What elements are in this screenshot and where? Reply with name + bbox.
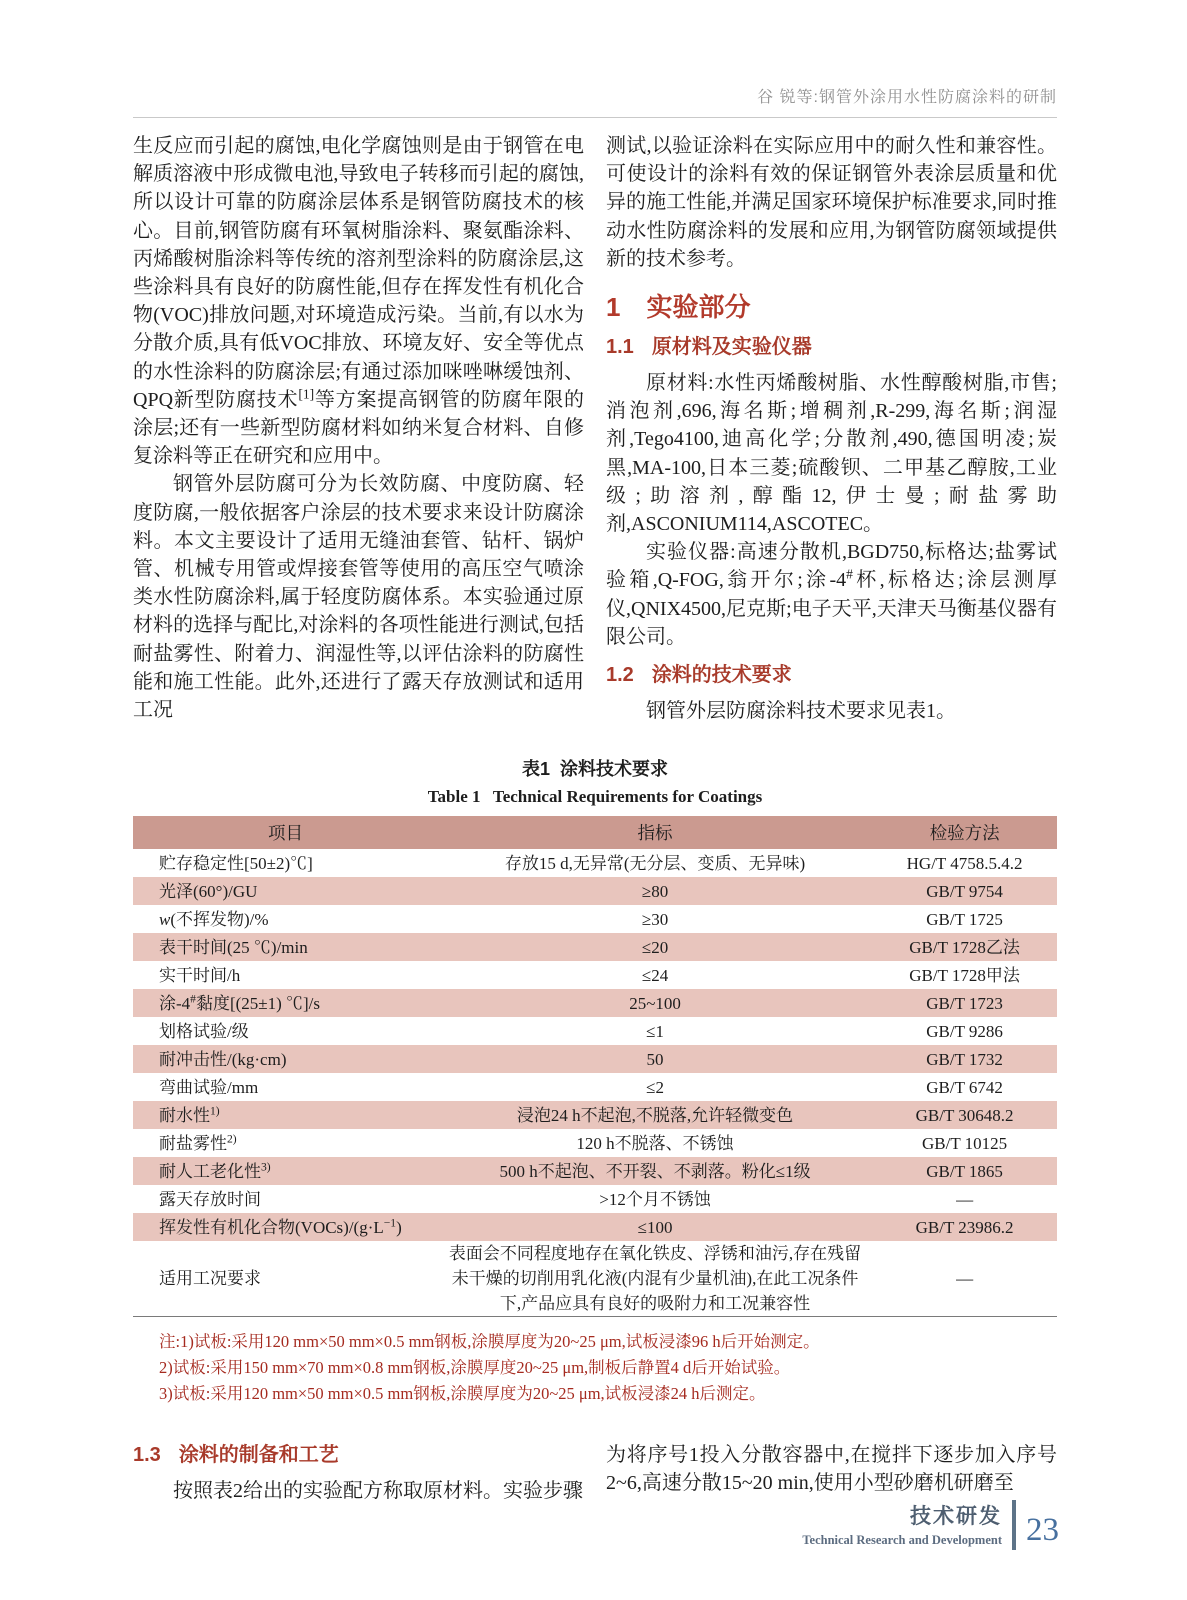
table-caption-en: Table 1 Technical Requirements for Coatings — [427, 787, 763, 807]
table-cell-method: GB/T 9754 — [926, 881, 1003, 901]
requirements-table — [133, 816, 1057, 1317]
paragraph-corrosion-intro: 生反应而引起的腐蚀,电化学腐蚀则是由于钢管在电解质溶液中形成微电池,导致电子转移而引起的腐蚀,所以设计可靠的防腐涂层体系是钢管防腐技术的核心。目前,钢管防腐有环氧树脂涂料、聚氨酯涂料、丙烯酸树脂涂料等传统的溶剂型涂料的防腐涂层,这些涂料具有良好的防腐性能,但存在挥发性有机化合物(VOC)排放问题,对环境造成污染。当前,有以水为分散介质,具有低VOC排放、环境友好、安全等优点的水性涂料的防腐涂层;有通过添加咪唑啉缓蚀剂、QPQ新型防腐技术[1]等方案提高钢管的防腐年限的涂层;还有一些新型防腐材料如纳米复合材料、自修复涂料等正在研究和应用中。 — [133, 135, 585, 468]
table-cell-value: ≤24 — [641, 965, 669, 985]
table-row — [133, 877, 1057, 905]
table-cell-item: 实干时间/h — [159, 965, 241, 985]
table-row — [133, 989, 1057, 1017]
left-column — [133, 132, 584, 725]
table-cell-item: 表干时间(25 ℃)/min — [159, 937, 308, 957]
table-note-3: 3)试板:采用120 mm×50 mm×0.5 mm钢板,涂膜厚度为20~25 μm,试板浸漆24 h后测定。 — [159, 1384, 766, 1404]
table-cell-item: 耐人工老化性$^{3)}$ — [159, 1160, 271, 1181]
table-row — [133, 1101, 1057, 1129]
table-notes — [133, 1329, 1057, 1407]
header-cell-item: 项目 — [133, 816, 438, 849]
requirements-table-head — [133, 816, 1057, 849]
table-row — [133, 1017, 1057, 1045]
table-cell-item: 耐水性$^{1)}$ — [159, 1104, 220, 1125]
section-number: 1 — [606, 292, 621, 323]
table-row — [133, 1129, 1057, 1157]
table-cell-item: 弯曲试验/mm — [159, 1077, 259, 1097]
section-title: 实验部分 — [646, 292, 751, 323]
table-cell-item: 耐冲击性/(kg·cm) — [159, 1049, 287, 1069]
section-heading-1-3 — [133, 1441, 584, 1469]
table-cell-method: — — [956, 1269, 974, 1289]
paragraph-preparation: 按照表2给出的实验配方称取原材料。实验步骤 — [173, 1480, 583, 1503]
table-row — [133, 905, 1057, 933]
page-footer — [802, 1500, 1059, 1550]
table-row — [133, 1157, 1057, 1185]
table-cell-method: — — [956, 1189, 974, 1209]
table-cell-method: GB/T 23986.2 — [915, 1217, 1014, 1237]
footer-divider — [1012, 1500, 1016, 1550]
table-cell-value: ≤2 — [646, 1077, 664, 1097]
table-row — [133, 1213, 1057, 1241]
section-number: 1.3 — [133, 1444, 161, 1467]
table-cell-method: GB/T 1732 — [926, 1049, 1003, 1069]
table-row — [133, 849, 1057, 877]
table-cell-value: 500 h不起泡、不开裂、不剥落。粉化≤1级 — [499, 1161, 811, 1181]
table-cell-item: 划格试验/级 — [159, 1021, 249, 1041]
table-row — [133, 1185, 1057, 1213]
section-title: 涂料的制备和工艺 — [178, 1444, 339, 1467]
header-cell-method: 检验方法 — [872, 816, 1057, 849]
paragraph-table-reference: 钢管外层防腐涂料技术要求见表1。 — [646, 700, 956, 723]
table-cell-method: GB/T 1865 — [926, 1161, 1003, 1181]
table-cell-method: GB/T 6742 — [926, 1077, 1003, 1097]
table-cell-method: GB/T 1728甲法 — [909, 965, 1020, 985]
table-cell-value: 表面会不同程度地存在氧化铁皮、浮锈和油污,存在残留未干燥的切削用乳化液(内混有少量机油),在此工况条件下,产品应具有良好的吸附力和工况兼容性 — [448, 1244, 862, 1314]
footer-section-labels — [802, 1500, 1002, 1550]
table-note-2: 2)试板:采用150 mm×70 mm×0.8 mm钢板,涂膜厚度20~25 μm,制板后静置4 d后开始试验。 — [159, 1358, 791, 1378]
table-cell-item: w(不挥发物)/% — [159, 909, 269, 929]
bottom-right-column — [606, 1441, 1057, 1505]
table-row — [133, 1045, 1057, 1073]
table-row — [133, 1241, 1057, 1317]
table-cell-value: 120 h不脱落、不锈蚀 — [576, 1133, 734, 1153]
paragraph-instruments: 实验仪器:高速分散机,BGD750,标格达;盐雾试验箱,Q-FOG,翁开尔;涂-4#杯,标格达;涂层测厚仪,QNIX4500,尼克斯;电子天平,天津天马衡基仪器有限公司。 — [606, 541, 1057, 648]
right-column — [606, 132, 1057, 725]
table-row — [133, 1073, 1057, 1101]
table-cell-method: GB/T 10125 — [922, 1133, 1008, 1153]
table-cell-item: 露天存放时间 — [159, 1189, 261, 1209]
page-number: 23 — [1026, 1512, 1059, 1548]
footer-section-en: Technical Research and Development — [802, 1533, 1002, 1547]
paragraph-raw-materials: 原材料:水性丙烯酸树脂、水性醇酸树脂,市售;消泡剂,696,海名斯;增稠剂,R-299,海名斯;润湿剂,Tego4100,迪高化学;分散剂,490,德国明凌;炭黑,MA-100,日本三菱;硫酸钡、二甲基乙醇胺,工业级;助溶剂,醇酯12,伊士曼;耐盐雾助剂,ASCONIUM114,ASCOTEC。 — [606, 372, 1057, 536]
paragraph-dispersion-steps: 为将序号1投入分散容器中,在搅拌下逐步加入序号2~6,高速分散15~20 min,使用小型砂磨机研磨至 — [606, 1444, 1057, 1495]
table-cell-value: ≥30 — [641, 909, 669, 929]
requirements-table-body — [133, 849, 1057, 1317]
bottom-left-column — [133, 1441, 584, 1505]
table-caption-zh: 表1 涂料技术要求 — [521, 759, 668, 780]
section-number: 1.2 — [606, 664, 634, 687]
section-number: 1.1 — [606, 336, 634, 359]
table-cell-item: 适用工况要求 — [159, 1269, 261, 1289]
header-row — [133, 816, 1057, 849]
table-cell-value: ≤1 — [646, 1021, 664, 1041]
table-cell-method: GB/T 1728乙法 — [909, 937, 1020, 957]
paragraph-testing-purpose: 测试,以验证涂料在实际应用中的耐久性和兼容性。可使设计的涂料有效的保证钢管外表涂层质量和优异的施工性能,并满足国家环境保护标准要求,同时推动水性防腐涂料的发展和应用,为钢管防腐领域提供新的技术参考。 — [606, 135, 1057, 270]
table-row — [133, 961, 1057, 989]
table-cell-value: ≤100 — [637, 1217, 673, 1237]
section-heading-1-1 — [606, 333, 1057, 361]
table-cell-value: ≤20 — [641, 937, 669, 957]
table-cell-method: GB/T 30648.2 — [915, 1105, 1014, 1125]
table-cell-value: >12个月不锈蚀 — [599, 1189, 711, 1209]
table-cell-value: ≥80 — [641, 881, 669, 901]
section-title: 原材料及实验仪器 — [651, 336, 812, 359]
table-row — [133, 933, 1057, 961]
table-cell-item: 涂-4#黏度[(25±1) ℃]/s — [159, 992, 321, 1013]
section-heading-1-2 — [606, 661, 1057, 689]
table-cell-value: 浸泡24 h不起泡,不脱落,允许轻微变色 — [516, 1105, 794, 1125]
table-cell-item: 光泽(60°)/GU — [159, 881, 258, 901]
section-title: 涂料的技术要求 — [651, 664, 792, 687]
paragraph-coating-design: 钢管外层防腐可分为长效防腐、中度防腐、轻度防腐,一般依据客户涂层的技术要求来设计防腐涂料。本文主要设计了适用无缝油套管、钻杆、锅炉管、机械专用管或焊接套管等使用的高压空气喷涂类水性防腐涂料,属于轻度防腐体系。本实验通过原材料的选择与配比,对涂料的各项性能进行测试,包括耐盐雾性、附着力、润湿性等,以评估涂料的防腐性能和施工性能。此外,还进行了露天存放测试和适用工况 — [133, 473, 584, 722]
header-cell-value: 指标 — [438, 816, 872, 849]
section-heading-1 — [606, 291, 1057, 323]
table-cell-method: HG/T 4758.5.4.2 — [906, 853, 1023, 873]
footer-section-zh: 技术研发 — [910, 1505, 1002, 1528]
body-columns-bottom — [133, 1441, 1057, 1505]
table-cell-value: 50 — [646, 1049, 664, 1069]
table-cell-method: GB/T 1725 — [926, 909, 1003, 929]
table-cell-method: GB/T 9286 — [926, 1021, 1003, 1041]
table-cell-value: 25~100 — [629, 993, 681, 1013]
table-cell-value: 存放15 d,无异常(无分层、变质、无异味) — [504, 853, 806, 873]
table-note-1: 注:1)试板:采用120 mm×50 mm×0.5 mm钢板,涂膜厚度为20~25 μm,试板浸漆96 h后开始测定。 — [159, 1332, 820, 1352]
table-cell-item: 贮存稳定性[50±2)℃] — [159, 853, 313, 873]
table-cell-method: GB/T 1723 — [926, 993, 1003, 1013]
body-columns-top — [133, 132, 1057, 725]
page-content — [0, 84, 1187, 1505]
table-cell-item: 耐盐雾性$^{2)}$ — [159, 1132, 237, 1153]
running-head-title: 谷 锐等:钢管外涂用水性防腐涂料的研制 — [133, 84, 1057, 118]
table-cell-item: 挥发性有机化合物$(VOCs)/(g\cdot L^{-1})$ — [159, 1216, 402, 1237]
